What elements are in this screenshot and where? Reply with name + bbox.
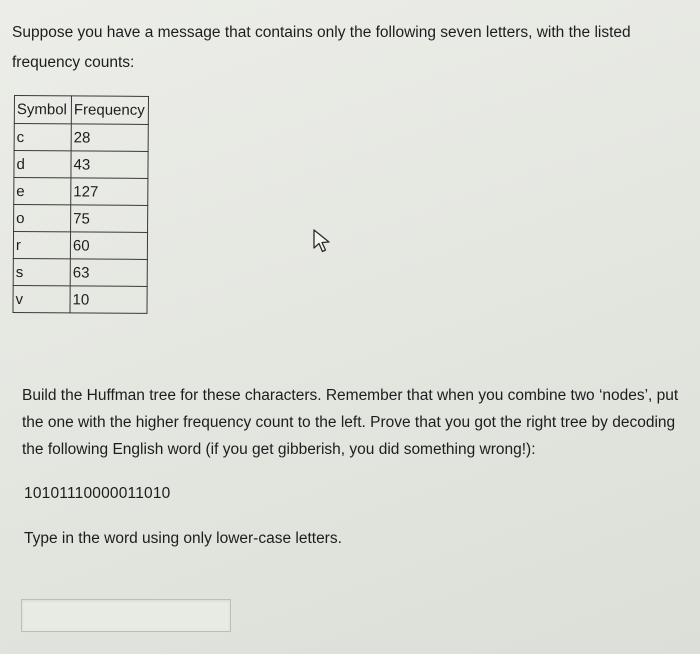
table-header-row	[14, 96, 148, 125]
encoded-bitstring: 10101110000011010	[24, 485, 171, 502]
frequency-cell: 10	[70, 286, 147, 314]
frequency-table	[12, 95, 149, 314]
table-row	[14, 205, 148, 233]
symbol-cell: e	[14, 178, 71, 205]
table-row	[13, 232, 147, 260]
frequency-cell: 60	[70, 232, 147, 260]
frequency-cell: 43	[71, 151, 148, 179]
table-row	[14, 151, 148, 179]
table-row	[13, 285, 147, 313]
frequency-cell: 63	[70, 259, 147, 287]
answer-input[interactable]	[21, 599, 231, 632]
frequency-cell: 75	[71, 205, 148, 233]
frequency-cell: 127	[71, 178, 148, 206]
symbol-cell: o	[14, 205, 71, 232]
frequency-cell: 28	[71, 124, 148, 152]
symbol-cell: s	[13, 258, 70, 285]
table-row	[14, 178, 148, 206]
table-row	[14, 124, 148, 152]
symbol-cell: c	[14, 124, 71, 151]
symbol-cell: r	[13, 232, 70, 259]
header-frequency: Frequency	[71, 96, 148, 125]
symbol-cell: d	[14, 151, 71, 178]
table-row	[13, 258, 147, 286]
symbol-cell: v	[13, 285, 70, 312]
header-symbol: Symbol	[14, 96, 71, 124]
mouse-pointer-icon	[312, 228, 334, 254]
instructions-text: Build the Huffman tree for these characters. Remember that when you combine two ‘nodes’, put the one with the higher frequency count to the left. Prove that you got the right tree by decoding the following English word (if you get gibberish, you did something wrong!):	[22, 387, 679, 458]
answer-prompt: Type in the word using only lower-case letters.	[24, 530, 342, 547]
intro-text: Suppose you have a message that contains only the following seven letters, with the listed frequency counts:	[12, 24, 631, 71]
